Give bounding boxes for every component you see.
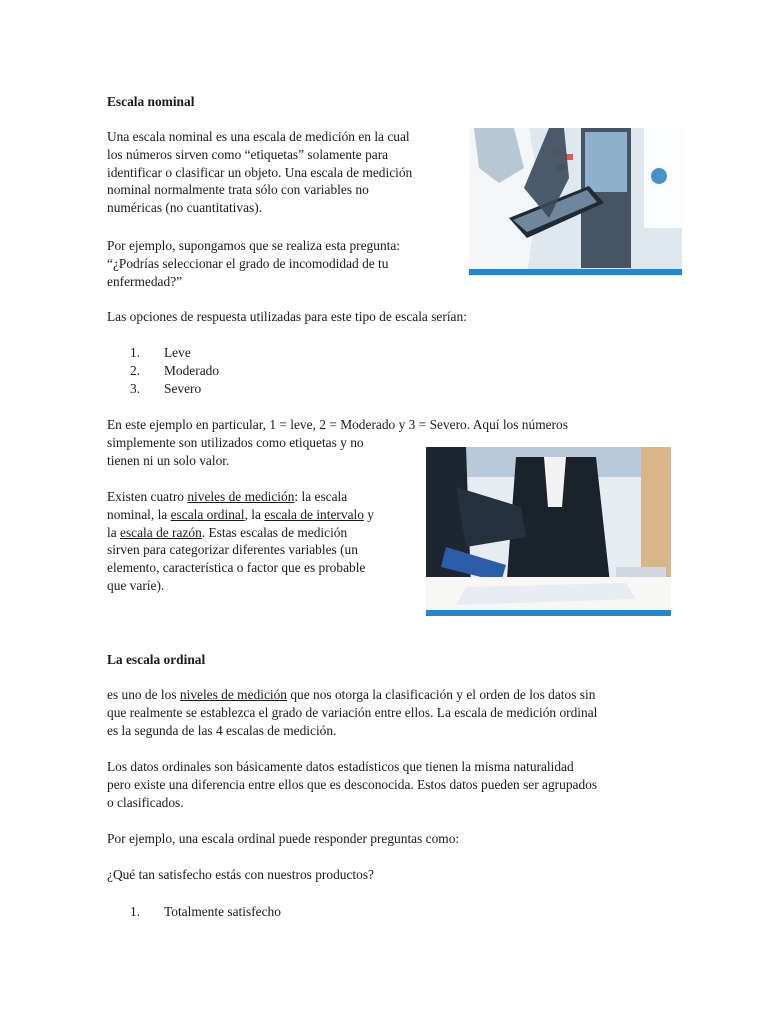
text-line: identificar o clasificar un objeto. Una escala de medición [107,164,413,180]
link-escala-ordinal[interactable]: escala ordinal [170,506,245,522]
ordinal-example-intro: Por ejemplo, una escala ordinal puede responder preguntas como: [107,831,460,846]
text-line: nominal normalmente trata sólo con variables no [107,182,369,198]
list-number: 1. [130,904,141,919]
list-label: Moderado [164,363,220,378]
link-escala-de-razon[interactable]: escala de razón [120,524,202,540]
office-tablet-illustration [469,128,682,275]
text-line: la escala de razón. Estas escalas de medición [107,524,348,540]
nominal-definition-paragraph [107,128,412,217]
list-label: Severo [164,381,202,396]
list-item [130,380,201,398]
text-line: Los datos ordinales son básicamente datos estadísticos que tienen la misma naturalidad [107,759,574,774]
section-heading-nominal: Escala nominal [107,94,195,109]
link-niveles-de-medicion[interactable]: niveles de medición [187,489,295,504]
list-label: Leve [164,345,191,360]
list-number: 3. [130,381,141,396]
business-meeting-photo [426,447,671,616]
text-line: tienen ni un solo valor. [107,452,230,468]
text-line: o clasificados. [107,794,184,810]
ordinal-data-paragraph [107,758,597,811]
list-item [130,344,191,362]
text-line: simplemente son utilizados como etiquetas y no [107,434,364,450]
section-heading-ordinal: La escala ordinal [107,652,206,667]
link-niveles-de-medicion-2[interactable]: niveles de medición [179,687,287,702]
text-line: Una escala nominal es una escala de medición en la cual [107,129,410,144]
measurement-levels-paragraph [107,488,374,595]
text-line: es la segunda de las 4 escalas de medición. [107,722,337,738]
text-line: que realmente se establezca el grado de variación entre ellos. La escala de medición ordinal [107,704,598,720]
text-line: “¿Podrías seleccionar el grado de incomodidad de tu [107,255,389,271]
text-line: numéricas (no cuantitativas). [107,200,263,216]
office-tablet-photo [469,128,682,275]
list-number: 2. [130,363,141,378]
text-line: enfermedad?” [107,273,183,289]
text-line: es uno de los niveles de medición que nos otorga la clasificación y el orden de los datos sin [107,687,596,702]
text-line: En este ejemplo en particular, 1 = leve, 2 = Moderado y 3 = Severo. Aquí los números [107,417,568,432]
link-escala-de-intervalo[interactable]: escala de intervalo [264,506,364,522]
text-line: pero existe una diferencia entre ellos que es desconocida. Estos datos pueden ser agrupados [107,776,598,792]
answer-options-intro: Las opciones de respuesta utilizadas para este tipo de escala serían: [107,309,467,324]
satisfaction-question: ¿Qué tan satisfecho estás con nuestros productos? [107,867,374,882]
text-line: los números sirven como “etiquetas” solamente para [107,146,389,162]
text-line: que varíe). [107,577,165,593]
list-label: Totalmente satisfecho [164,904,281,919]
ordinal-definition-paragraph [107,686,597,739]
list-item [130,903,281,921]
example-question-paragraph [107,237,400,290]
text-line: Por ejemplo, supongamos que se realiza esta pregunta: [107,238,401,253]
list-number: 1. [130,345,141,360]
list-item [130,362,219,380]
text-line: sirven para categorizar diferentes variables (un [107,542,358,558]
text-line: elemento, característica o factor que es probable [107,560,366,576]
business-meeting-illustration [426,447,671,616]
text-line: nominal, la escala ordinal, la escala de intervalo y [107,506,374,522]
text-line: Existen cuatro niveles de medición: la escala [107,489,348,504]
